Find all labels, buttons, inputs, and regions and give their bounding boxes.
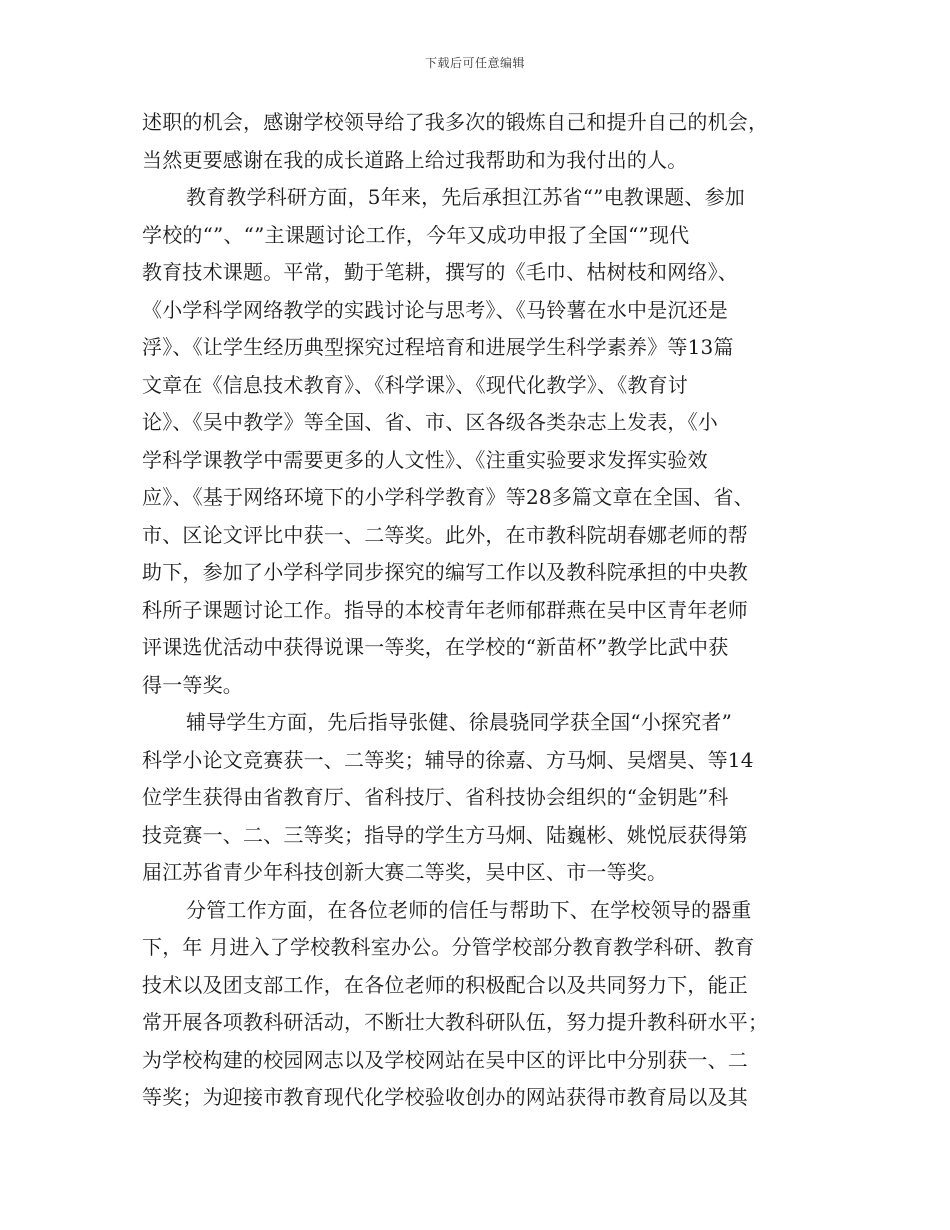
text-line: 述职的机会，感谢学校领导给了我多次的锻炼自己和提升自己的机会，: [142, 110, 769, 134]
text-line: 浮》、《让学生经历典型探究过程培育和进展学生科学素养》等13篇: [142, 335, 734, 359]
text-line: 等奖；为迎接市教育现代化学校验收创办的网站获得市教育局以及其: [142, 1085, 748, 1109]
paragraph-management: [142, 892, 814, 1117]
text-line: 应》、《基于网络环境下的小学科学教育》等28多篇文章在全国、省、: [142, 485, 754, 509]
text-line: 学校的“”、“”主课题讨论工作，今年又成功申报了全国“”现代: [142, 222, 690, 247]
text-line: 助下，参加了小学科学同步探究的编写工作以及教科院承担的中央教: [142, 560, 748, 584]
text-line: 文章在《信息技术教育》、《科学课》、《现代化教学》、《教育讨: [142, 372, 688, 397]
text-line: 教育技术课题。平常，勤于笔耕，撰写的《毛巾、枯树枝和网络》、: [142, 260, 738, 284]
text-line: 科学小论文竞赛获一、二等奖；辅导的徐嘉、方马炯、吴熠昊、等14: [142, 747, 754, 772]
text-line: 辅导学生方面，先后指导张健、徐晨骁同学获全国“小探究者”: [186, 710, 733, 734]
text-line: 科所子课题讨论工作。指导的本校青年老师郁群燕在吴中区青年老师: [142, 597, 748, 622]
paragraph-student-guidance: [142, 704, 814, 892]
paragraph-acknowledgement: [142, 104, 814, 179]
page-header: 下载后可任意编辑: [424, 56, 525, 70]
text-line: 市、区论文评比中获一、二等奖。此外，在市教科院胡春娜老师的帮: [142, 522, 748, 547]
text-line: 论》、《吴中教学》等全国、省、市、区各级各类杂志上发表，《小: [142, 410, 718, 434]
text-line: 常开展各项教科研活动，不断壮大教科研队伍，努力提升教科研水平；: [142, 1010, 769, 1034]
text-line: 位学生获得由省教育厅、省科技厅、省科技协会组织的“金钥匙”科: [142, 785, 729, 809]
text-line: 教育教学科研方面，5年来，先后承担江苏省“”电教课题、参加: [186, 185, 745, 209]
text-line: 分管工作方面，在各位老师的信任与帮助下、在学校领导的器重: [186, 897, 752, 922]
text-line: 《小学科学网络教学的实践讨论与思考》、《马铃薯在水中是沉还是: [142, 297, 728, 322]
text-line: 当然更要感谢在我的成长道路上给过我帮助和为我付出的人。: [142, 147, 688, 172]
text-line: 评课选优活动中获得说课一等奖，在学校的“新苗杯”教学比武中获: [142, 635, 729, 659]
text-line: 得一等奖。: [142, 672, 243, 697]
text-line: 技术以及团支部工作，在各位老师的积极配合以及共同努力下，能正: [142, 972, 748, 997]
text-line: 技竞赛一、二、三等奖；指导的学生方马炯、陆巍彬、姚悦辰获得第: [142, 822, 748, 847]
text-line: 下，年 月进入了学校教科室办公。分管学校部分教育教学科研、教育: [142, 935, 755, 959]
text-line: 为学校构建的校园网志以及学校网站在吴中区的评比中分别获一、二: [142, 1047, 748, 1072]
document-body: [142, 104, 814, 1117]
text-line: 学科学课教学中需要更多的人文性》、《注重实验要求发挥实验效: [142, 447, 708, 472]
paragraph-research: [142, 179, 814, 704]
text-line: 届江苏省青少年科技创新大赛二等奖，吴中区、市一等奖。: [142, 860, 668, 884]
